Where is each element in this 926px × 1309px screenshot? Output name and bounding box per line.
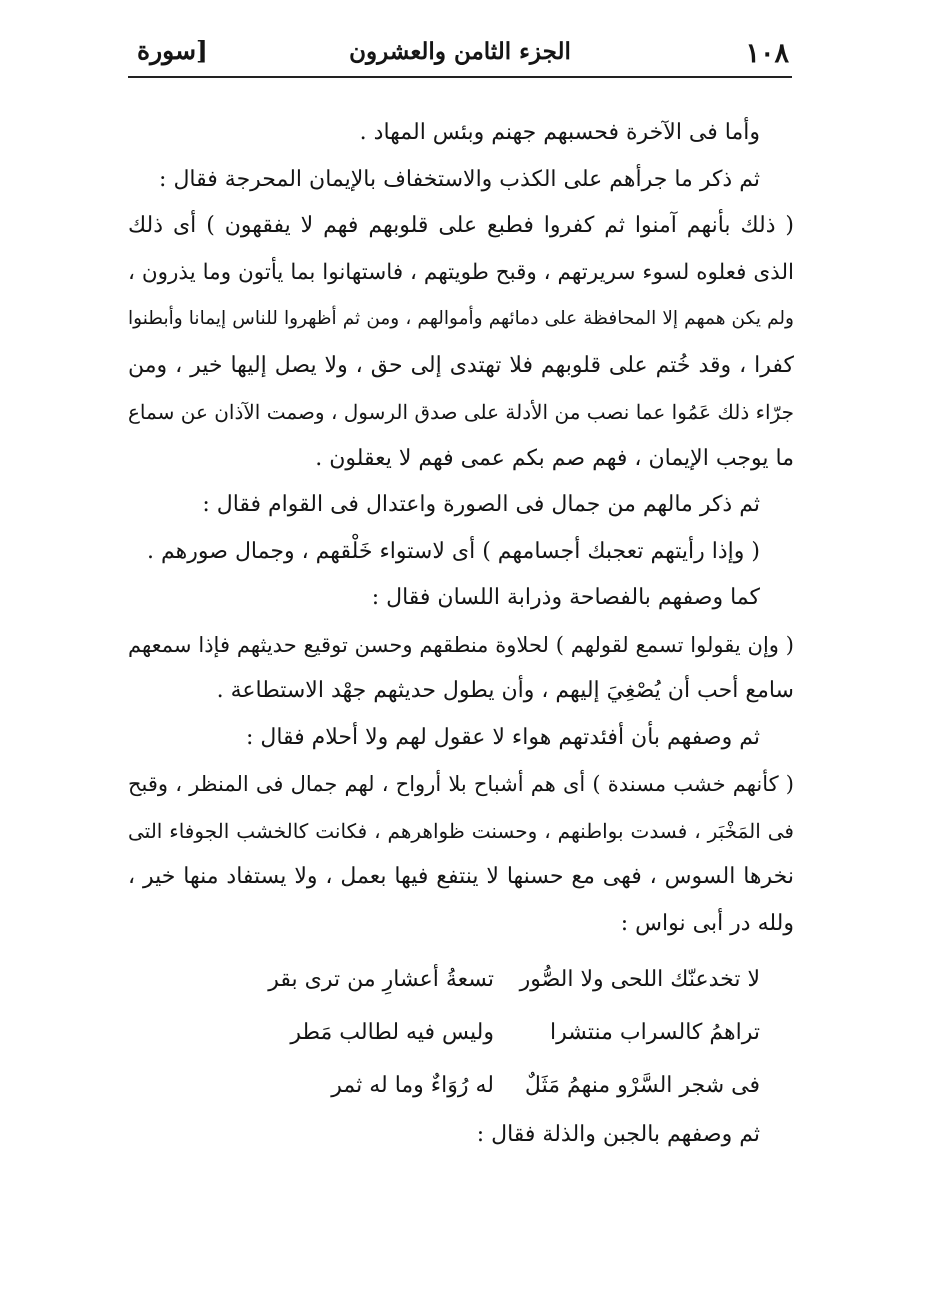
running-title: الجزء الثامن والعشرون	[349, 38, 571, 65]
text-line: فى المَخْبَر ، فسدت بواطنهم ، وحسنت ظواهرهم ، فكانت كالخشب الجوفاء التى	[128, 818, 794, 843]
text-line: ( ذلك بأنهم آمنوا ثم كفروا فطبع على قلوبهم فهم لا يفقهون ) أى ذلك	[128, 213, 794, 238]
text-line: ثم وصفهم بأن أفئدتهم هواء لا عقول لهم ولا أحلام فقال :	[245, 724, 760, 750]
text-line: ( وإذا رأيتهم تعجبك أجسامهم ) أى لاستواء خَلْقهم ، وجمال صورهم .	[147, 538, 760, 564]
surah-label: [سورة	[137, 36, 208, 65]
text-line: وأما فى الآخرة فحسبهم جهنم وبئس المهاد .	[359, 120, 760, 145]
poem-block	[128, 953, 794, 1112]
page-number: ١٠٨	[745, 38, 789, 69]
text-line: ( كأنهم خشب مسندة ) أى هم أشباح بلا أرواح ، لهم جمال فى المنظر ، وقبح	[128, 772, 794, 796]
text-line: ولم يكن همهم إلا المحافظة على دمائهم وأموالهم ، ومن ثم أظهروا للناس إيمانا وأبطنوا	[128, 308, 794, 329]
poem-hemistich-first: فى شجر السَّرْو منهمُ مَثَلٌ	[524, 1073, 760, 1098]
text-line: سامع أحب أن يُصْغِيَ إليهم ، وأن يطول حديثهم جهْد الاستطاعة .	[216, 678, 794, 703]
poem-hemistich-first: لا تخدعنّك اللحى ولا الصُّور	[519, 967, 760, 992]
poem-hemistich-second: له رُوَاءٌ وما له ثمر	[331, 1073, 494, 1098]
text-line: ثم ذكر مالهم من جمال فى الصورة واعتدال فى القوام فقال :	[202, 492, 760, 517]
text-line: ثم ذكر ما جرأهم على الكذب والاستخفاف بالإيمان المحرجة فقال :	[159, 166, 760, 192]
text-line: ما يوجب الإيمان ، فهم صم بكم عمى فهم لا يعقلون .	[315, 445, 794, 471]
page-header	[125, 34, 795, 74]
text-line: ثم وصفهم بالجبن والذلة فقال :	[476, 1122, 760, 1147]
page-body	[128, 110, 794, 1159]
text-line: نخرها السوس ، فهى مع حسنها لا ينتفع فيها بعمل ، ولا يستفاد منها خير ،	[128, 864, 794, 889]
text-line: ولله در أبى نواس :	[620, 910, 794, 936]
poem-hemistich-first: تراهمُ كالسراب منتشرا	[549, 1020, 760, 1045]
text-line: جرّاء ذلك عَمُوا عما نصب من الأدلة على صدق الرسول ، وصمت الآذان عن سماع	[128, 400, 794, 424]
text-line: الذى فعلوه لسوء سريرتهم ، وقبح طويتهم ، فاستهانوا بما يأتون وما يذرون ،	[128, 259, 794, 285]
poem-hemistich-second: وليس فيه لطالب مَطر	[290, 1020, 494, 1045]
text-line: ( وإن يقولوا تسمع لقولهم ) لحلاوة منطقهم وحسن توقيع حديثهم فإذا سمعهم	[128, 632, 794, 657]
poem-verse	[128, 953, 794, 1006]
header-rule	[128, 76, 792, 78]
text-line: كفرا ، وقد خُتم على قلوبهم فلا تهتدى إلى حق ، ولا يصل إليها خير ، ومن	[128, 352, 794, 378]
poem-verse	[128, 1059, 794, 1112]
poem-hemistich-second: تسعةُ أعشارِ من ترى بقر	[268, 967, 494, 992]
poem-verse	[128, 1006, 794, 1059]
text-line: كما وصفهم بالفصاحة وذرابة اللسان فقال :	[371, 585, 760, 610]
